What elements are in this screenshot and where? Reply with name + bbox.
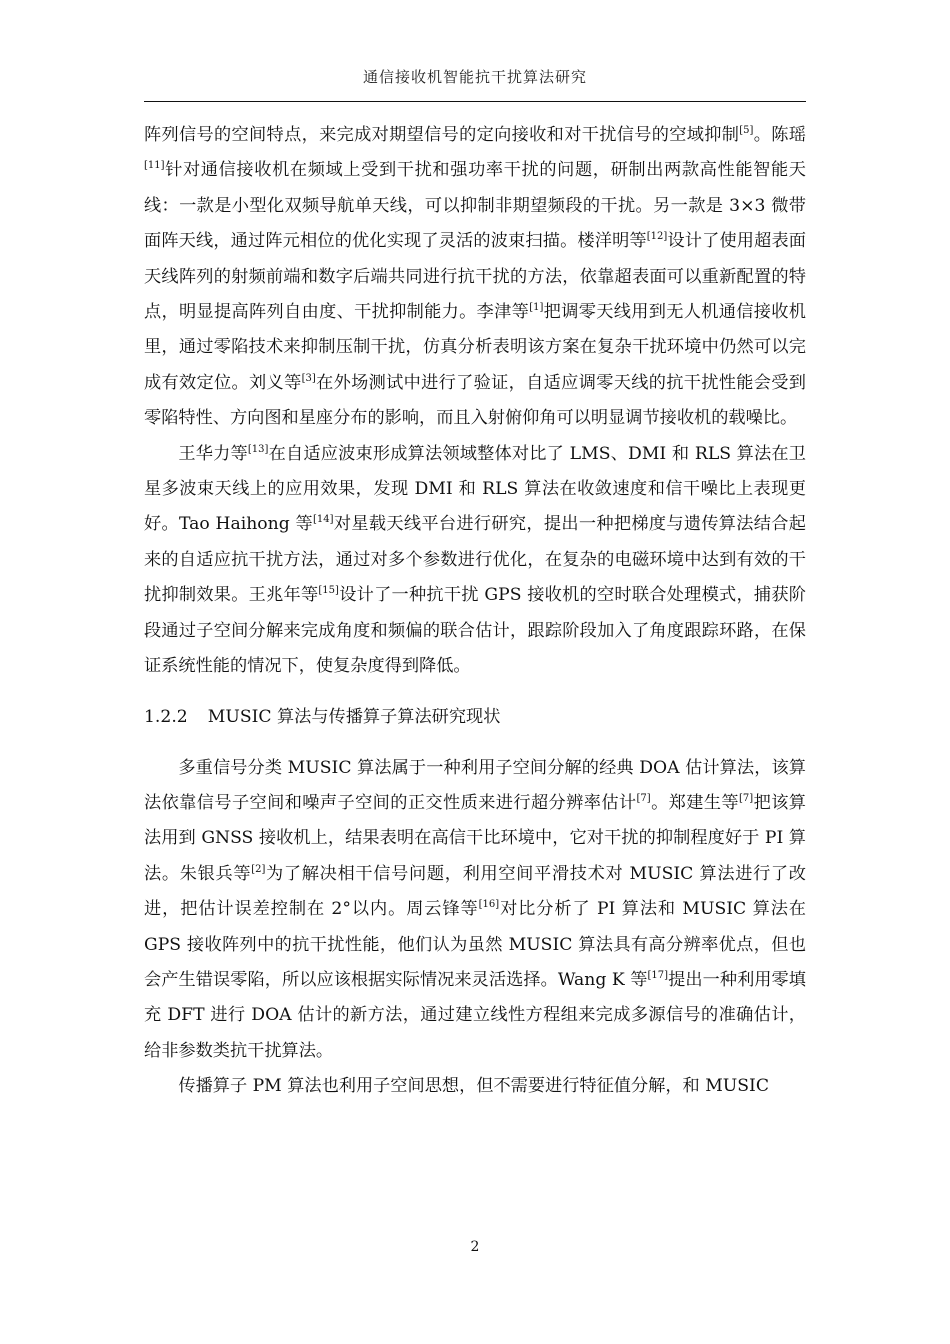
text-run: 。陈瑶	[753, 125, 806, 145]
header-rule	[144, 101, 806, 102]
text-run: 在自适应波束形成算法领域整体对比了 LMS、DMI 和 RLS 算法在卫星多波束天线上的应用效果，发现 DMI 和 RLS 算法在收敛速度和信干噪比上表现更好。Tao Haihong 等	[144, 443, 806, 535]
body-text	[144, 118, 806, 1105]
citation-ref: [7]	[636, 792, 651, 804]
text-run: 设计了一种抗干扰 GPS 接收机的空时联合处理模式，捕获阶段通过子空间分解来完成角度和频偏的联合估计，跟踪阶段加入了角度跟踪环路，在保证系统性能的情况下，使复杂度得到降低。	[144, 585, 806, 677]
paragraph	[144, 751, 806, 1070]
citation-ref: [13]	[247, 443, 269, 455]
paragraph	[144, 1069, 806, 1104]
text-run: 把该算法用到 GNSS 接收机上，结果表明在高信干比环境中，它对干扰的抑制程度好于 PI 算法。朱银兵等	[144, 792, 806, 884]
section-title: MUSIC 算法与传播算子算法研究现状	[207, 706, 501, 727]
citation-ref: [16]	[478, 899, 500, 911]
text-run: 在外场测试中进行了验证，自适应调零天线的抗干扰性能会受到零陷特性、方向图和星座分布的影响，而且入射俯仰角可以明显调节接收机的载噪比。	[144, 372, 806, 429]
page-number: 2	[470, 1239, 480, 1255]
text-run: 提出一种利用零填充 DFT 进行 DOA 估计的新方法，通过建立线性方程组来完成多源信号的准确估计，给非参数类抗干扰算法。	[144, 969, 806, 1061]
text-run: 为了解决相干信号问题，利用空间平滑技术对 MUSIC 算法进行了改进，把估计误差控制在 2°以内。周云锋等	[144, 863, 806, 920]
citation-ref: [17]	[647, 969, 669, 981]
citation-ref: [12]	[646, 231, 668, 243]
section-number: 1.2.2	[144, 706, 188, 727]
citation-ref: [2]	[251, 863, 266, 875]
text-run: 设计了使用超表面天线阵列的射频前端和数字后端共同进行抗干扰的方法，依靠超表面可以重新配置的特点，明显提高阵列自由度、干扰抑制能力。李津等	[144, 231, 806, 323]
citation-ref: [1]	[529, 302, 544, 314]
citation-ref: [5]	[739, 125, 754, 136]
paragraph	[144, 437, 806, 685]
running-header: 通信接收机智能抗干扰算法研究	[362, 68, 587, 86]
citation-ref: [15]	[318, 585, 339, 597]
text-run: 阵列信号的空间特点，来完成对期望信号的定向接收和对干扰信号的空域抑制	[144, 125, 740, 145]
section-heading	[144, 701, 806, 733]
text-run: 王华力等	[178, 443, 248, 464]
text-run: 对星载天线平台进行研究，提出一种把梯度与遗传算法结合起来的自适应抗干扰方法，通过对多个参数进行优化，在复杂的电磁环境中达到有效的干扰抑制效果。王兆年等	[144, 514, 806, 606]
citation-ref: [11]	[144, 160, 165, 172]
citation-ref: [7]	[739, 792, 754, 804]
paragraph	[144, 118, 806, 437]
text-run: 把调零天线用到无人机通信接收机里，通过零陷技术来抑制压制干扰，仿真分析表明该方案在复杂干扰环境中仍然可以完成有效定位。刘义等	[144, 302, 806, 393]
citation-ref: [14]	[313, 514, 334, 526]
text-run: 。郑建生等	[650, 792, 740, 813]
text-run: 对比分析了 PI 算法和 MUSIC 算法在 GPS 接收阵列中的抗干扰性能，他们认为虽然 MUSIC 算法具有高分辨率优点，但也会产生错误零陷，所以应该根据实际情况来灵活选择。Wang K 等	[144, 899, 806, 990]
text-run: 传播算子 PM 算法也利用子空间思想，但不需要进行特征值分解，和 MUSIC	[178, 1076, 769, 1097]
citation-ref: [3]	[301, 372, 316, 384]
text-run: 多重信号分类 MUSIC 算法属于一种利用子空间分解的经典 DOA 估计算法，该算法依靠信号子空间和噪声子空间的正交性质来进行超分辨率估计	[144, 757, 806, 813]
text-run: 针对通信接收机在频域上受到干扰和强功率干扰的问题，研制出两款高性能智能天线：一款是小型化双频导航单天线，可以抑制非期望频段的干扰。另一款是 3×3 微带面阵天线，通过阵元相位的优化实现了灵活的波束扫描。楼洋明等	[144, 160, 806, 252]
